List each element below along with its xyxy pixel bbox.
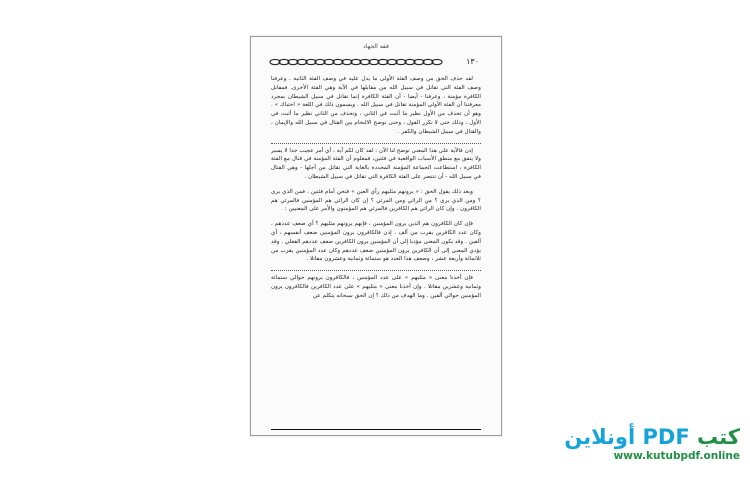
page-number: ١٣٠: [466, 57, 479, 66]
end-rule: [271, 429, 481, 430]
paragraph-2: إذن فالآية على هذا المعنى توضح لنا الآن : لقد كان لكم آية ، أي أمر عجيب جدا لا يسير ولا يتفق مع منطق الأسباب الواقعية في فئتين، فمعلوم أن الفئة المؤمنة في قتال مع الفئة الكافرة ، استطاعت الجماعة المؤمنة المحددة بالغاية التي تقاتل من أجلها - وهي القتال في سبيل الله - أن تنتصر على الفئة الكافرة التي تقاتل في سبيل الشيطان .: [271, 143, 481, 182]
watermark-url: www.kutubpdf.online: [613, 450, 740, 462]
page-text-body: [271, 75, 481, 301]
watermark-title-part-b: PDF أونلاين: [564, 425, 690, 449]
running-head: فقه الجهاد: [363, 43, 389, 50]
paragraph-3: وبعد ذلك يقول الحق : « يرونهم مثليهم رأي العين » فنحن أمام فئتين ، فمن الذي يرى ؟ ومن الذي يرى ؟ من الرائي ومن المرئي ؟ إن كان الرائي هم المؤمنين فالمرئي هم الكافرون . وإن كان الرائي هم الكافرين فالمرئي هم المؤمنون والأمر على المعنيين :: [271, 188, 481, 213]
paragraph-1: لقد حذف الحق من وصف الفئة الأولى ما يدل عليه في وصف الفئة الثانية . وعرفنا وصف الفئة التي تقاتل في سبيل الله من مقابلها في الآية وهي الفئة الأخرى. فمقابل الكافرة مؤمنة ، وعرفنا - أيضا - أن الفئة الكافرة إنما تقاتل في سبيل الشيطان بمجرد معرفتنا أن الفئة الأولى المؤمنة تقاتل في سبيل الله . ويسمون ذلك في اللغة « احتباك » . وهو أن تحذف من الأول نظير ما أثبت في الثاني ، وتحذف من الثاني نظير ما أثبت في الأول ، وذلك حتى لا تكرر القول ، وحتى توضح الالتحام بين القتال في سبيل الله والإيمان ، والقتال في سبيل الشيطان والكفر .: [271, 76, 481, 135]
site-watermark: [564, 425, 740, 463]
watermark-title-part-a: كتب: [696, 425, 740, 449]
paragraph-4: فإن كان الكافرون هم الذين يرون المؤمنين ، فإنهم يرونهم مثليهم ؟ أي ضعف عددهم ، وكان عدد الكافرين يقرب من ألف . إذن فالكافرون يرون المؤمنين ضعف أنفسهم ، أي ألفين . وقد يكون المعنى مؤديا إلى أن المؤمنين يرون الكافرين ضعف عددهم الفعلي . وقد يؤدي المعنى إلى أن الكافرين يرون المؤمنين ضعف عددهم وكان عدد المؤمنين يقرب من ثلاثمائة وأربعة عشر ، وضعف هذا العدد هو ستمائة وثمانية وعشرون مقاتلا .: [271, 221, 481, 263]
watermark-title: [564, 425, 740, 449]
chain-ornament-rule: [269, 58, 445, 66]
paragraph-5: فإن أخذنا معنى « مثليهم » على عدد المؤمنين ، فالكافرون يرونهم حوالي ستمائة وثمانية وعشرين مقاتلا . وإن أخذنا معنى « مثليهم » على عدد الكافرين فالكافرون يرون المؤمنين حوالي ألفين . وما الهدف من ذلك ؟ إن الحق سبحانه يتكلم عن: [271, 270, 481, 300]
document-page: [250, 36, 502, 436]
